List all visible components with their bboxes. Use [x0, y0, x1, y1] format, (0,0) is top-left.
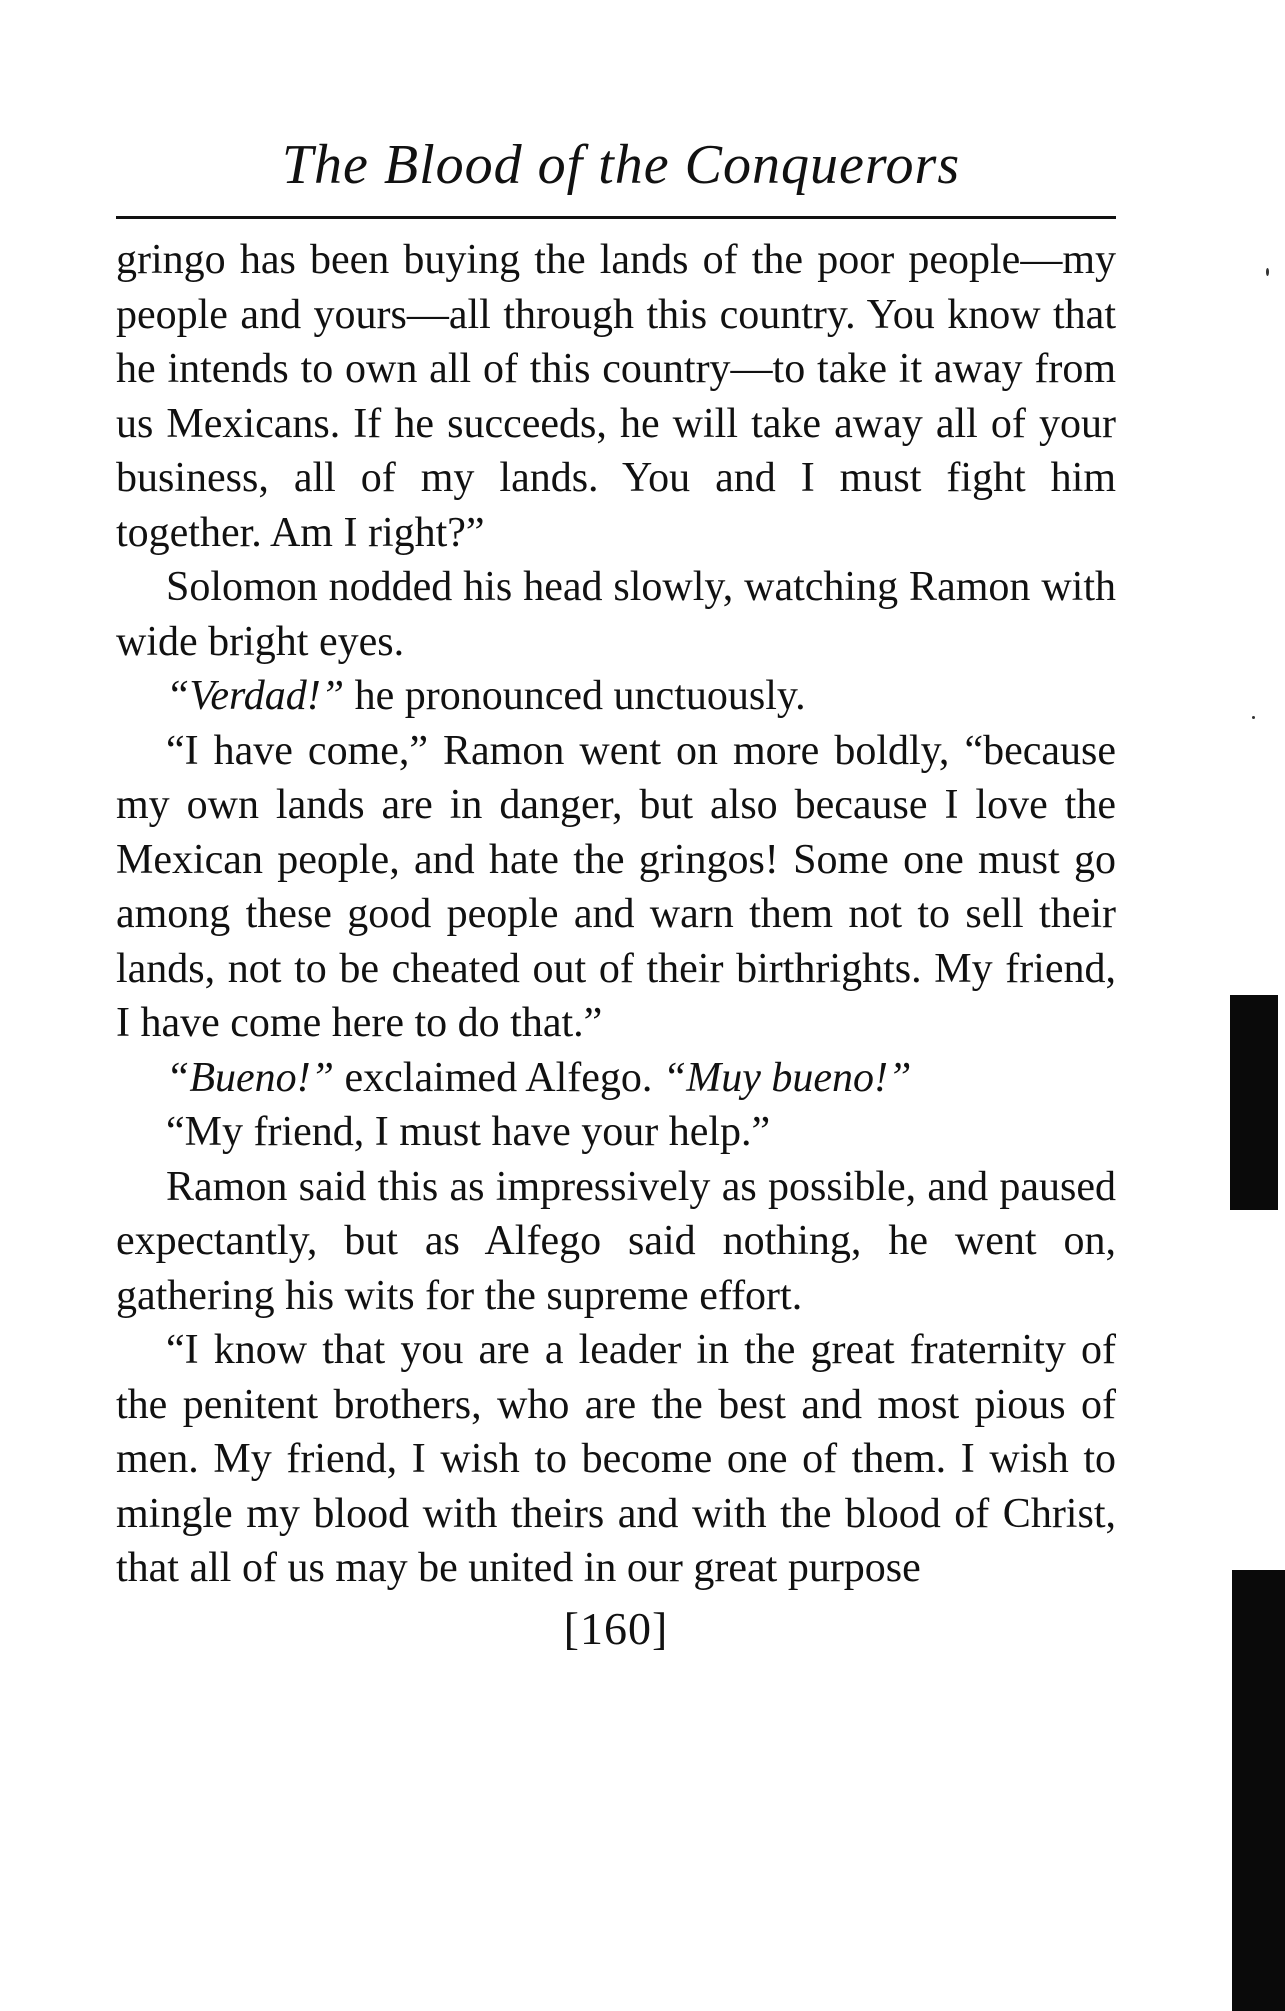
paragraph-help: “My friend, I must have your help.”	[166, 1109, 771, 1155]
paragraph-fraternity: “I know that you are a leader in the great fraternity of the penitent brothers, who are the best and most pious of men. My friend, I wish to become one of them. I wish to mingle my blood with theirs and with the blood of Christ, that all of us may be united in our great purpose	[116, 1327, 1116, 1591]
paragraph-solomon: Solomon nodded his head slowly, watching Ramon with wide bright eyes.	[116, 564, 1116, 665]
scan-speck	[1266, 268, 1269, 276]
paragraph-verdad	[116, 669, 1116, 724]
scan-speck	[1252, 716, 1255, 719]
bueno-middle: exclaimed Alfego.	[334, 1054, 663, 1101]
book-page	[116, 130, 1116, 1655]
page-number: [160]	[563, 1602, 669, 1654]
scan-edge-mark-upper	[1230, 995, 1278, 1210]
bueno-italic: “Bueno!”	[166, 1054, 334, 1101]
muy-bueno-italic: “Muy bueno!”	[662, 1054, 912, 1101]
paragraph-ramon-boldly: “I have come,” Ramon went on more boldly, “because my own lands are in danger, but also because I love the Mexican people, and hate the gringos! Some one must go among these good people and warn them not to sell their lands, not to be cheated out of their birthrights. My friend, I have come here to do that.”	[116, 727, 1116, 1046]
verdad-italic: “Verdad!”	[166, 673, 345, 719]
header-rule	[116, 216, 1116, 219]
paragraph-bueno	[116, 1051, 1116, 1106]
paragraph-ramon-said: Ramon said this as impressively as possible, and paused expectantly, but as Alfego said nothing, he went on, gathering his wits for the supreme effort.	[116, 1163, 1116, 1319]
verdad-rest: he pronounced unctuously.	[344, 673, 806, 719]
running-head: The Blood of the Conquerors	[281, 134, 961, 196]
body-text	[116, 233, 1116, 1596]
scan-edge-mark-lower	[1232, 1570, 1285, 2011]
paragraph-continued: gringo has been buying the lands of the poor people—my people and yours—all through this country. You know that he intends to own all of this country—to take it away from us Mexicans. If he succeeds, he will take away all of your business, all of my lands. You and I must fight him together. Am I right?”	[116, 237, 1116, 556]
